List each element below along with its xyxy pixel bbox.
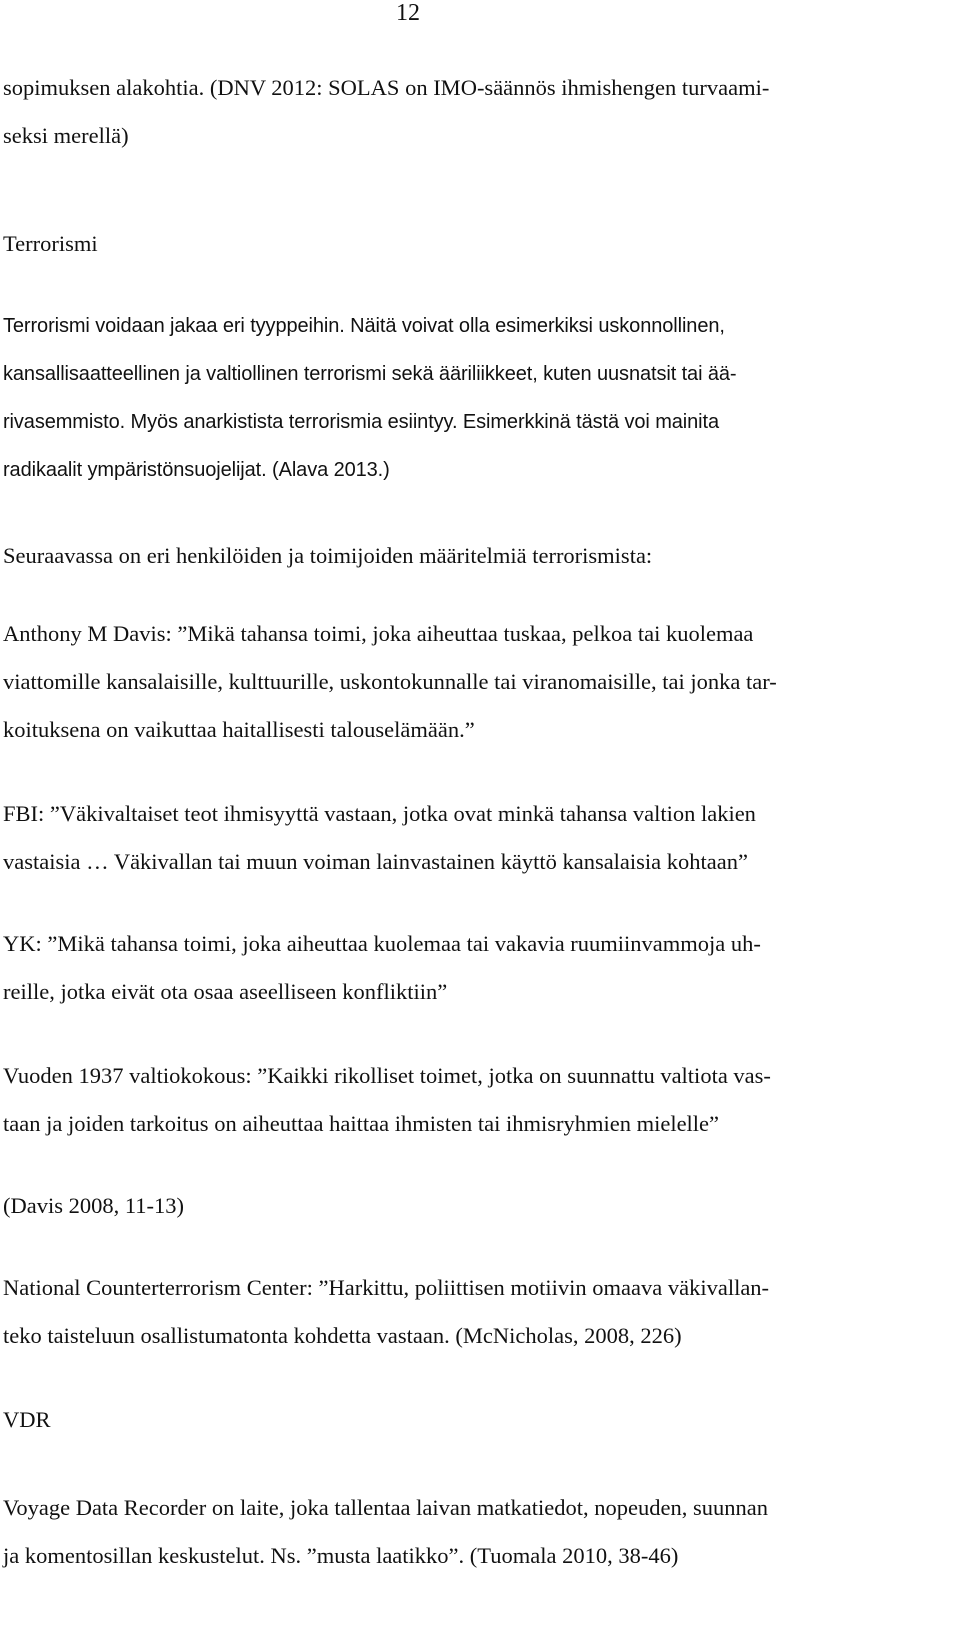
paragraph-davis-citation: (Davis 2008, 11-13) (3, 1193, 185, 1218)
page-number: 12 (396, 0, 420, 26)
paragraph-nctc-definition: National Counterterrorism Center: ”Harkittu, poliittisen motiivin omaava väkivallan- teko taisteluun osallistumatonta kohdetta vastaan. (McNicholas, 2008, 226) (3, 1275, 770, 1348)
paragraph-davis-definition: Anthony M Davis: ”Mikä tahansa toimi, joka aiheuttaa tuskaa, pelkoa tai kuolemaa viattomille kansalaisille, kulttuurille, uskontokunnalle tai viranomaisille, tai jonka tar- koituksena on vaikuttaa haitallisesti talouselämään.” (3, 621, 777, 742)
heading-terrorismi: Terrorismi (3, 231, 98, 256)
paragraph-vdr: Voyage Data Recorder on laite, joka tallentaa laivan matkatiedot, nopeuden, suunnan ja komentosillan keskustelut. Ns. ”musta laatikko”. (Tuomala 2010, 38-46) (3, 1495, 768, 1568)
paragraph-terrorism-types: Terrorismi voidaan jakaa eri tyyppeihin. Näitä voivat olla esimerkiksi uskonnollinen, kansallisaatteellinen ja valtiollinen terrorismi sekä ääriliikkeet, kuten uusnatsit tai ää- rivasemmisto. Myös anarkistista terrorismia esiintyy. Esimerkkinä tästä voi mainita radikaalit ympäristönsuojelijat. (Alava 2013.) (3, 315, 737, 481)
paragraph-definitions-intro: Seuraavassa on eri henkilöiden ja toimijoiden määritelmiä terrorismista: (3, 543, 653, 568)
paragraph-solas: sopimuksen alakohtia. (DNV 2012: SOLAS on IMO-säännös ihmishengen turvaami- seksi merellä) (3, 75, 770, 148)
paragraph-1937-definition: Vuoden 1937 valtiokokous: ”Kaikki rikolliset toimet, jotka on suunnattu valtiota vas- taan ja joiden tarkoitus on aiheuttaa haittaa ihmisten tai ihmisryhmien mielelle” (3, 1063, 771, 1136)
paragraph-yk-definition: YK: ”Mikä tahansa toimi, joka aiheuttaa kuolemaa tai vakavia ruumiinvammoja uh- reille, jotka eivät ota osaa aseelliseen konfliktiin” (3, 931, 761, 1004)
heading-vdr: VDR (3, 1407, 51, 1432)
paragraph-fbi-definition: FBI: ”Väkivaltaiset teot ihmisyyttä vastaan, jotka ovat minkä tahansa valtion lakien vastaisia … Väkivallan tai muun voiman lainvastainen käyttö kansalaisia kohtaan” (3, 801, 756, 874)
